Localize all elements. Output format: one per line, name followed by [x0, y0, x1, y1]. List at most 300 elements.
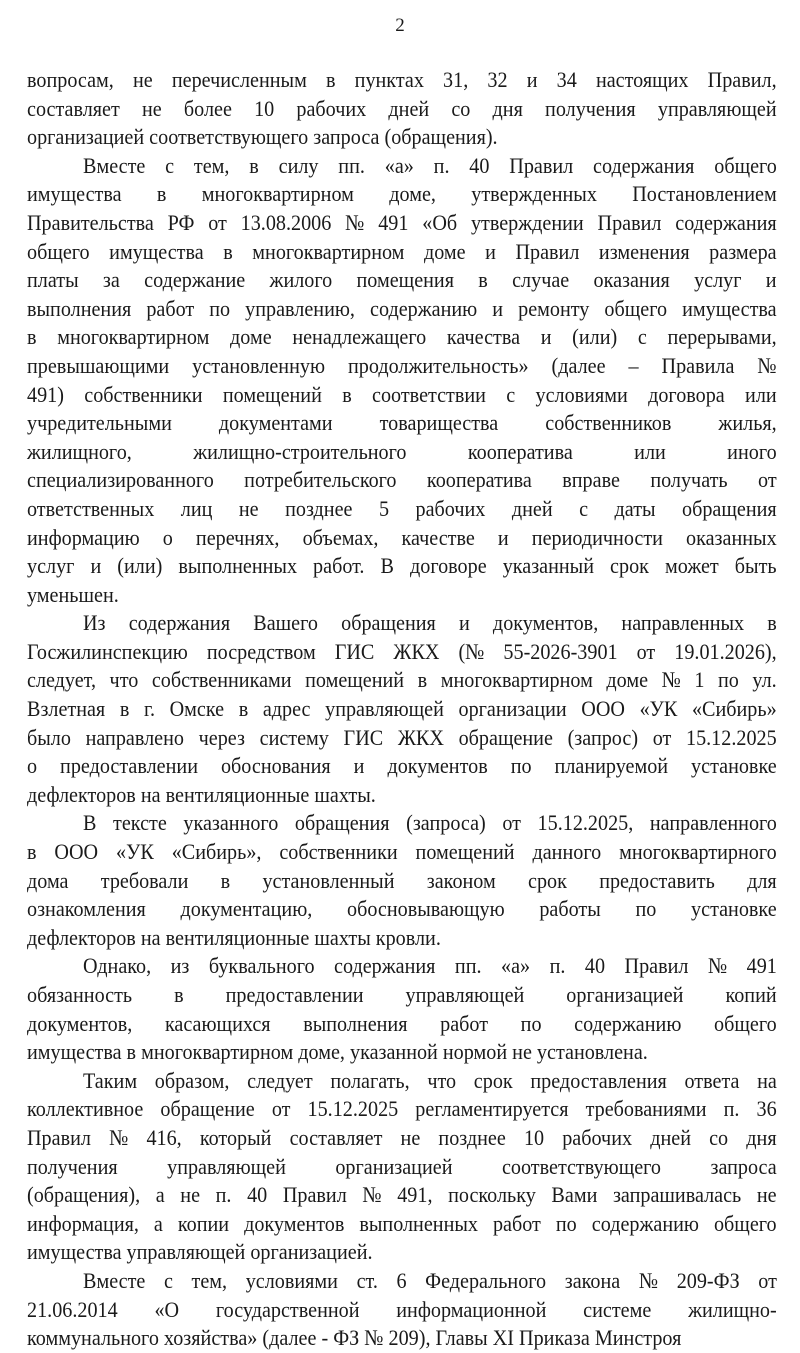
word: многоквартирном: [57, 324, 210, 350]
text-line: [27, 924, 777, 953]
word: или: [634, 438, 666, 464]
word: дней: [511, 495, 553, 521]
text-line-content: [27, 1296, 777, 1325]
word: документов: [387, 753, 488, 779]
text-line: [27, 209, 777, 238]
word: направлено: [85, 724, 184, 750]
text-line: [27, 95, 777, 124]
text-line: [27, 295, 777, 324]
word: требовали: [100, 867, 189, 893]
word: в: [342, 381, 352, 407]
word: общего: [604, 295, 668, 321]
word: п.: [433, 152, 450, 178]
word: соответствующего: [501, 1153, 662, 1179]
text-line: [27, 695, 777, 724]
text-line-content: [83, 152, 777, 181]
word: п.: [549, 953, 566, 979]
word: ГИС: [334, 638, 375, 664]
word: «а»: [501, 953, 531, 979]
word: от: [758, 1267, 777, 1293]
word: в: [417, 667, 428, 693]
text-line-content: [27, 1124, 777, 1153]
word: 31,: [443, 67, 469, 92]
word: помещений: [415, 839, 515, 865]
word: с: [579, 495, 589, 521]
text-line-content: [83, 609, 777, 638]
text-line-content: [27, 352, 777, 381]
word: помещений: [305, 667, 405, 693]
word: работ: [492, 1210, 541, 1236]
word: обращения: [682, 495, 777, 521]
text-line: [27, 352, 777, 381]
text-line: [27, 724, 777, 753]
word: Госжилинспекцию: [27, 638, 188, 664]
word: по: [555, 1210, 577, 1236]
text-line-content: организацией соответствующего запроса (обращения).: [27, 124, 498, 150]
word: работ.: [313, 553, 365, 579]
word: многоквартирном: [201, 181, 354, 207]
word: который: [199, 1124, 272, 1150]
word: (№: [458, 638, 485, 664]
text-line: [27, 381, 777, 410]
text-line-content: [83, 1067, 777, 1096]
text-line-content: [83, 1267, 777, 1296]
word: работ: [146, 295, 195, 321]
word: Из: [83, 610, 106, 636]
word: выполненных: [178, 553, 298, 579]
word: выполнения: [303, 1010, 408, 1036]
word: общего: [27, 238, 90, 264]
word: на: [757, 1067, 777, 1093]
word: закона: [564, 1267, 621, 1293]
word: ЖКХ: [397, 724, 444, 750]
word: иного: [727, 438, 777, 464]
word: «а»: [384, 152, 414, 178]
text-line: [27, 466, 777, 495]
text-line: [27, 323, 777, 352]
word: от: [652, 724, 672, 750]
word: пунктах: [354, 67, 424, 92]
text-line-content: [83, 952, 777, 981]
word: по: [635, 896, 657, 922]
word: полагать,: [330, 1067, 410, 1093]
word: документов,: [27, 1010, 133, 1036]
word: позднее: [285, 495, 353, 521]
text-line: [27, 638, 777, 667]
word: организацией: [566, 982, 684, 1007]
word: (или): [117, 553, 163, 579]
text-line-content: [27, 867, 777, 896]
text-line-content: [27, 466, 777, 495]
text-line-content: [27, 266, 777, 295]
word: с: [163, 1267, 173, 1293]
word: срок: [528, 867, 567, 893]
word: документацию,: [180, 896, 313, 922]
word: «УК: [639, 696, 678, 722]
word: ст.: [356, 1267, 378, 1293]
word: договора: [648, 381, 725, 407]
word: следует,: [27, 667, 97, 693]
word: «Сибирь»,: [171, 839, 262, 865]
word: копий: [725, 982, 777, 1007]
word: управлению,: [245, 295, 355, 321]
word: 10: [254, 95, 275, 121]
word: от: [271, 1096, 291, 1122]
word: информация,: [27, 1210, 139, 1236]
paragraph: [27, 1067, 777, 1267]
word: 15.12.2025: [685, 724, 777, 750]
text-line: [27, 1324, 777, 1353]
text-line: [27, 1210, 777, 1239]
word: посредством: [206, 638, 316, 664]
word: коллективное: [27, 1096, 144, 1122]
text-line-content: [27, 524, 777, 553]
word: жилого: [269, 267, 333, 293]
word: буквального: [208, 953, 315, 979]
word: в: [223, 238, 233, 264]
word: предоставлении: [225, 982, 364, 1007]
word: копии: [177, 1210, 230, 1236]
word: и: [90, 553, 102, 579]
word: 13.08.2006: [240, 209, 332, 235]
text-line: [27, 266, 777, 295]
text-line: [27, 1153, 777, 1182]
word: обязанность: [27, 982, 133, 1007]
word: –: [628, 352, 639, 378]
word: регламентируется: [415, 1096, 569, 1122]
text-line-content: [27, 638, 777, 667]
word: г.: [143, 696, 155, 722]
word: утверждении: [470, 209, 584, 235]
word: имущества: [682, 295, 777, 321]
text-line-content: уменьшен.: [27, 581, 119, 607]
word: Правила: [661, 352, 735, 378]
word: обоснования: [220, 753, 331, 779]
word: дня: [492, 95, 523, 121]
word: в: [156, 181, 167, 207]
word: поскольку: [448, 1182, 536, 1208]
word: условиями: [245, 1267, 338, 1293]
word: систему: [259, 724, 329, 750]
word: в: [238, 696, 249, 722]
word: 36: [756, 1096, 777, 1122]
word: качестве: [401, 524, 475, 550]
word: получения: [545, 95, 636, 121]
paragraph: [27, 152, 777, 610]
word: лиц: [180, 495, 213, 521]
word: общего: [714, 1010, 777, 1036]
word: (далее: [551, 352, 606, 378]
word: содержания: [334, 953, 436, 979]
word: многоквартирном: [440, 667, 593, 693]
paragraph: [27, 952, 777, 1066]
text-line-content: [27, 95, 777, 124]
word: случае: [512, 267, 570, 293]
word: содержания: [675, 209, 777, 235]
word: обращение: [160, 1096, 255, 1122]
word: ремонту: [518, 295, 590, 321]
word: содержания: [593, 152, 695, 178]
text-line-content: [27, 1153, 777, 1182]
word: п.: [215, 1182, 232, 1208]
text-line: [27, 1267, 777, 1296]
word: или: [745, 381, 777, 407]
word: услуг: [694, 267, 742, 293]
text-line-content: [27, 495, 777, 524]
word: помещения: [356, 267, 454, 293]
word: не: [180, 1182, 201, 1208]
word: не: [238, 495, 259, 521]
word: оказанных: [686, 524, 777, 550]
word: жилищно-: [688, 1296, 777, 1322]
word: 15.12.2025,: [537, 810, 634, 836]
word: и: [526, 67, 538, 92]
word: специализированного: [27, 467, 214, 493]
word: планируемой: [554, 753, 669, 779]
word: Правил: [515, 238, 580, 264]
text-line: [27, 123, 777, 152]
word: перечнях,: [195, 524, 280, 550]
word: 491): [27, 381, 64, 407]
text-line-content: [27, 1095, 777, 1124]
word: продолжительность»: [347, 352, 529, 378]
word: дома: [27, 867, 69, 893]
word: установке: [691, 896, 777, 922]
word: качества: [446, 324, 521, 350]
text-line-content: [27, 552, 777, 581]
word: предоставить: [599, 867, 715, 893]
word: товарищества: [379, 410, 499, 436]
word: №: [638, 1267, 659, 1293]
word: не: [400, 1124, 421, 1150]
word: доме: [606, 667, 649, 693]
word: позднее: [438, 1124, 506, 1150]
word: не: [141, 95, 162, 121]
word: №: [109, 1124, 129, 1150]
word: с: [165, 152, 175, 178]
text-line-content: [27, 724, 777, 753]
word: за: [102, 267, 120, 293]
word: 5: [378, 495, 390, 521]
word: ГИС: [343, 724, 384, 750]
word: доме,: [389, 181, 436, 207]
word: предоставлении: [60, 753, 198, 779]
text-line-content: [27, 1181, 777, 1210]
word: установленную: [192, 352, 326, 378]
word: работ: [440, 1010, 489, 1036]
word: направленного: [649, 810, 777, 836]
word: в: [249, 152, 259, 178]
word: документами: [218, 410, 333, 436]
text-line: [27, 1238, 777, 1267]
word: многоквартирного: [619, 839, 777, 865]
word: о: [162, 524, 173, 550]
word: от: [502, 810, 521, 836]
word: собственников: [545, 410, 672, 436]
word: потребительского: [244, 467, 397, 493]
text-line-content: дефлекторов на вентиляционные шахты.: [27, 781, 376, 807]
word: утвержденных: [471, 181, 597, 207]
word: перерывами,: [667, 324, 777, 350]
word: имущества: [109, 238, 204, 264]
text-line-content: имущества управляющей организацией.: [27, 1239, 373, 1265]
word: дней: [388, 95, 430, 121]
word: вправе: [562, 467, 620, 493]
word: собственниками: [151, 667, 292, 693]
paragraph: [27, 809, 777, 952]
word: и: [485, 238, 496, 264]
word: данного: [532, 839, 602, 865]
word: образом,: [154, 1067, 230, 1093]
word: тексте: [113, 810, 167, 836]
word: содержанию: [591, 1210, 699, 1236]
text-line-content: коммунального хозяйства» (далее - ФЗ № 209), Главы XI Приказа Минстроя: [27, 1325, 682, 1351]
word: в: [174, 982, 184, 1007]
word: 491: [746, 953, 777, 979]
word: 34: [556, 67, 577, 92]
word: указанный: [502, 553, 594, 579]
word: и: [353, 753, 365, 779]
text-line: [27, 524, 777, 553]
word: помещений: [222, 381, 322, 407]
text-line: [27, 952, 777, 981]
word: Вместе: [83, 1267, 146, 1293]
word: а: [153, 1210, 163, 1236]
word: управляющей: [325, 696, 444, 722]
word: «Об: [422, 209, 458, 235]
text-line: [27, 409, 777, 438]
word: (обращения),: [27, 1182, 141, 1208]
word: жилья,: [718, 410, 777, 436]
word: не: [132, 67, 153, 92]
text-line: [27, 895, 777, 924]
word: Правил: [282, 1182, 347, 1208]
word: доме: [423, 238, 466, 264]
text-line: [27, 180, 777, 209]
word: документов,: [492, 610, 599, 636]
word: информацию: [27, 524, 140, 550]
word: выполнения: [27, 295, 132, 321]
word: содержание: [144, 267, 246, 293]
word: Вашего: [253, 610, 318, 636]
word: ООО: [581, 696, 625, 722]
text-line-content: [27, 438, 777, 467]
word: с: [506, 381, 516, 407]
word: установке: [691, 753, 777, 779]
text-line: [27, 781, 777, 810]
text-line-content: [27, 295, 777, 324]
word: изменения: [598, 238, 690, 264]
word: со: [709, 1124, 729, 1150]
word: ознакомления: [27, 896, 146, 922]
word: «УК: [116, 839, 154, 865]
word: 491,: [397, 1182, 433, 1208]
word: и: [458, 610, 470, 636]
text-line: [27, 609, 777, 638]
word: рабочих: [562, 1124, 633, 1150]
word: №: [661, 667, 681, 693]
word: организации: [458, 696, 567, 722]
text-line: [27, 752, 777, 781]
word: в: [27, 324, 37, 350]
text-line: [27, 1038, 777, 1067]
word: РФ: [167, 209, 195, 235]
word: даты: [614, 495, 656, 521]
word: со: [451, 95, 471, 121]
word: рабочих: [296, 95, 367, 121]
word: 19.01.2026),: [674, 638, 777, 664]
word: о: [27, 753, 38, 779]
word: предоставления: [530, 1067, 667, 1093]
word: размера: [709, 238, 777, 264]
word: ООО: [54, 839, 99, 865]
word: 32: [487, 67, 508, 92]
word: и: [492, 295, 504, 321]
text-line: [27, 438, 777, 467]
word: 10: [523, 1124, 545, 1150]
word: жилищно-строительного: [193, 438, 407, 464]
word: через: [198, 724, 245, 750]
word: общего: [713, 1210, 777, 1236]
word: в: [119, 696, 130, 722]
word: тем,: [193, 152, 230, 178]
word: обращения: [294, 810, 390, 836]
word: по: [209, 295, 231, 321]
text-line: [27, 1124, 777, 1153]
word: содержанию: [370, 295, 478, 321]
word: с: [637, 324, 647, 350]
word: более: [183, 95, 232, 121]
word: жилищного,: [27, 438, 132, 464]
word: указанного: [183, 810, 279, 836]
word: п.: [723, 1096, 740, 1122]
word: получать: [650, 467, 728, 493]
word: собственники: [279, 839, 398, 865]
word: доме: [230, 324, 272, 350]
text-line-content: [27, 381, 777, 410]
word: силу: [278, 152, 319, 178]
word: Правительства: [27, 209, 154, 235]
word: содержанию: [574, 1010, 682, 1036]
text-line-content: [27, 238, 777, 267]
word: условиями: [535, 381, 628, 407]
word: учредительными: [27, 410, 172, 436]
word: системе: [583, 1296, 652, 1322]
word: дня: [746, 1124, 777, 1150]
word: 40: [247, 1182, 268, 1208]
word: Таким: [83, 1067, 138, 1093]
word: 55-2026-3901: [503, 638, 618, 664]
word: оказания: [593, 267, 670, 293]
text-line-content: дефлекторов на вентиляционные шахты кровли.: [27, 924, 441, 950]
word: Правил: [27, 1124, 91, 1150]
word: рабочих: [415, 495, 486, 521]
word: В: [83, 810, 97, 836]
word: «Сибирь»: [691, 696, 777, 722]
word: по: [510, 753, 532, 779]
word: ул.: [752, 667, 777, 693]
word: и: [540, 324, 552, 350]
word: что: [427, 1067, 457, 1093]
word: ответа: [684, 1067, 740, 1093]
text-line-content: [27, 409, 777, 438]
text-line-content: [27, 209, 777, 238]
word: выполненных: [359, 1210, 478, 1236]
word: установленный: [262, 867, 395, 893]
word: управляющей: [405, 982, 525, 1007]
text-line-content: имущества в многоквартирном доме, указанной нормой не установлена.: [27, 1039, 648, 1065]
text-line: [27, 1095, 777, 1124]
